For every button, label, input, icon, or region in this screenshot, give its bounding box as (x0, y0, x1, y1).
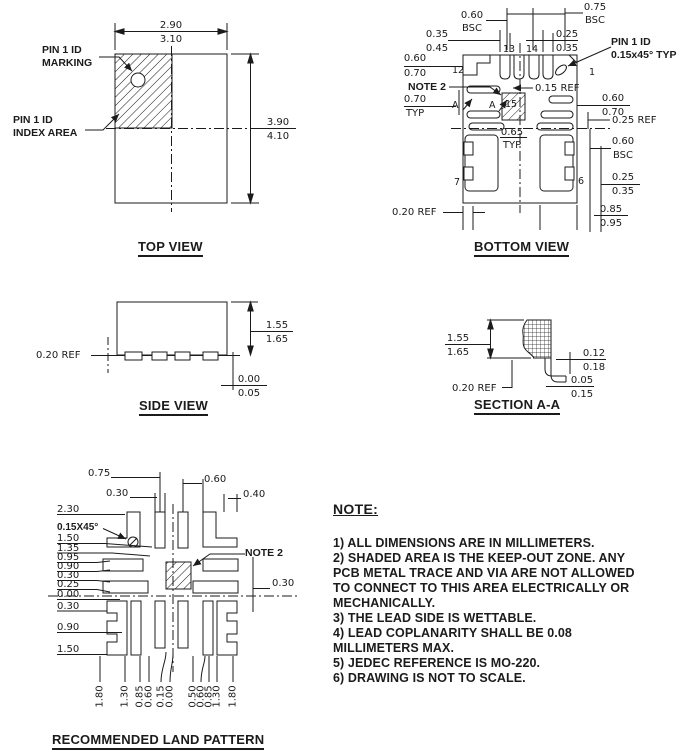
bv-edge-right-max: 0.70 (601, 107, 625, 118)
bv-lead-tl-max: 0.45 (425, 43, 449, 54)
lp-dim-left-8: 0.30 (57, 601, 80, 612)
lp-dim-bottom-1: 1.30 (119, 685, 131, 708)
sa-height-min: 1.55 (446, 333, 470, 344)
bv-pin-7: 7 (454, 177, 461, 188)
bv-pitch-top-b: BSC (461, 23, 482, 34)
lp-dim-bottom-10: 1.80 (227, 685, 239, 708)
bv-edge-left-max: 0.70 (403, 68, 427, 79)
lp-note2-label: NOTE 2 (245, 547, 283, 559)
notes-heading: NOTE: (333, 501, 379, 517)
note-line-5: MECHANICALLY. (333, 596, 436, 610)
note-line-7: 4) LEAD COPLANARITY SHALL BE 0.08 (333, 626, 572, 640)
sv-edge-ref: 0.20 REF (36, 350, 81, 361)
land-pattern-drawing (48, 472, 298, 682)
bv-notch-pitch-a: 0.60 (611, 136, 635, 147)
lp-dim-top-0: 0.75 (88, 468, 111, 479)
bv-slot-pitch-b: TYP (405, 108, 425, 119)
tv-dim-width-min: 2.90 (159, 20, 183, 31)
sa-foot-min: 0.05 (570, 375, 594, 386)
lp-dim-top-3: 0.40 (243, 489, 266, 500)
tv-dim-width-max: 3.10 (159, 34, 183, 45)
lp-dim-top-1: 0.30 (106, 488, 129, 499)
lp-dim-left-2: 1.35 (57, 543, 80, 554)
lp-dim-bottom-9: 1.30 (211, 685, 223, 708)
bv-note2-label: NOTE 2 (408, 81, 446, 93)
sa-title: SECTION A-A (474, 397, 560, 415)
tv-pin1-marking-label: PIN 1 ID MARKING (42, 44, 93, 69)
note-line-9: 5) JEDEC REFERENCE IS MO-220. (333, 656, 541, 670)
sv-title: SIDE VIEW (139, 398, 208, 416)
note-line-4: TO CONNECT TO THIS AREA ELECTRICALLY OR (333, 581, 630, 595)
bv-section-marker-a1: A (452, 100, 459, 111)
note-line-8: MILLIMETERS MAX. (333, 641, 455, 655)
lp-dim-bottom-8: 0.85 (203, 685, 215, 708)
bv-pitch-topr-b: BSC (584, 15, 605, 26)
lp-dim-bottom-2: 0.85 (134, 685, 146, 708)
note-line-6: 3) THE LEAD SIDE IS WETTABLE. (333, 611, 537, 625)
note-line-2: 2) SHADED AREA IS THE KEEP-OUT ZONE. ANY (333, 551, 626, 565)
lp-dim-right: 0.30 (272, 578, 295, 589)
bv-edge-gap-right: 0.25 REF (612, 115, 657, 126)
lp-dim-left-9: 0.90 (57, 622, 80, 633)
sv-standoff-min: 0.00 (237, 374, 261, 385)
bottom-view-drawing (404, 8, 640, 232)
lp-dim-bottom-4: 0.15 (155, 685, 167, 708)
bv-notch-right-min: 0.25 (611, 172, 635, 183)
sa-foot-max: 0.15 (570, 389, 594, 400)
bv-notch-pitch-b: BSC (612, 150, 633, 161)
bv-pad-width-min: 0.85 (599, 204, 623, 215)
sv-height-min: 1.55 (265, 320, 289, 331)
bv-keepout-gap: 0.15 REF (535, 83, 580, 94)
sv-standoff-max: 0.05 (237, 388, 261, 399)
sa-lead-thk-min: 0.12 (582, 348, 606, 359)
bv-section-marker-a2: A (489, 100, 496, 111)
bv-pin-13: 13 (503, 44, 516, 55)
bv-pitch-top-a: 0.60 (460, 10, 484, 21)
bv-notch-right-max: 0.35 (611, 186, 635, 197)
bv-edge-right-min: 0.60 (601, 93, 625, 104)
lp-dim-left-1: 1.50 (57, 533, 80, 544)
lp-dim-top-2: 0.60 (204, 474, 227, 485)
sa-height-max: 1.65 (446, 347, 470, 358)
lp-dim-left-10: 1.50 (57, 644, 80, 655)
sa-lead-thk-max: 0.18 (582, 362, 606, 373)
lp-dim-left-6: 0.25 (57, 579, 80, 590)
note-line-10: 6) DRAWING IS NOT TO SCALE. (333, 671, 526, 685)
bv-slot-pitch-a: 0.70 (403, 94, 427, 105)
sa-edge-ref: 0.20 REF (452, 383, 497, 394)
note-line-3: PCB METAL TRACE AND VIA ARE NOT ALLOWED (333, 566, 635, 580)
lp-dim-bottom-0: 1.80 (94, 685, 106, 708)
bv-pin-12: 12 (452, 65, 465, 76)
lp-dim-bottom-7: 0.60 (195, 685, 207, 708)
lp-title: RECOMMENDED LAND PATTERN (52, 732, 264, 750)
bv-title: BOTTOM VIEW (474, 239, 569, 257)
lp-dim-bottom-3: 0.60 (143, 685, 155, 708)
lp-dim-bottom-6: 0.50 (187, 685, 199, 708)
lp-dim-bottom-5: 0.00 (164, 685, 176, 708)
bv-lead-tr-max: 0.35 (555, 43, 579, 54)
bv-pin-6: 6 (578, 176, 585, 187)
lp-chamfer-label: 0.15X45° (57, 522, 99, 533)
bv-edge-left-min: 0.60 (403, 53, 427, 64)
lp-dim-left-0: 2.30 (57, 504, 80, 515)
note-line-1: 1) ALL DIMENSIONS ARE IN MILLIMETERS. (333, 536, 595, 550)
tv-dim-height-max: 4.10 (266, 131, 290, 142)
tv-dim-height-min: 3.90 (266, 117, 290, 128)
lp-dim-left-4: 0.90 (57, 561, 80, 572)
tv-title: TOP VIEW (138, 239, 203, 257)
bv-pin1-id-label: PIN 1 ID 0.15x45° TYP (611, 36, 677, 61)
bv-keepout-b: TYP (502, 140, 522, 151)
lp-dim-left-5: 0.30 (57, 570, 80, 581)
bv-pin-15: 15 (505, 99, 518, 110)
lp-dim-left-3: 0.95 (57, 552, 80, 563)
lp-dim-left-7: 0.00 (57, 589, 80, 600)
bv-pad-width-max: 0.95 (599, 218, 623, 229)
bv-pitch-topr-a: 0.75 (583, 2, 607, 13)
bv-lead-tr-min: 0.25 (555, 29, 579, 40)
bv-pin-14: 14 (526, 44, 539, 55)
bv-pad-edge-left: 0.20 REF (392, 207, 437, 218)
sv-height-max: 1.65 (265, 334, 289, 345)
bv-keepout-a: 0.65 (500, 127, 524, 138)
tv-pin1-index-label: PIN 1 ID INDEX AREA (13, 114, 78, 139)
bv-pin-1: 1 (589, 67, 596, 78)
bv-lead-tl-min: 0.35 (425, 29, 449, 40)
